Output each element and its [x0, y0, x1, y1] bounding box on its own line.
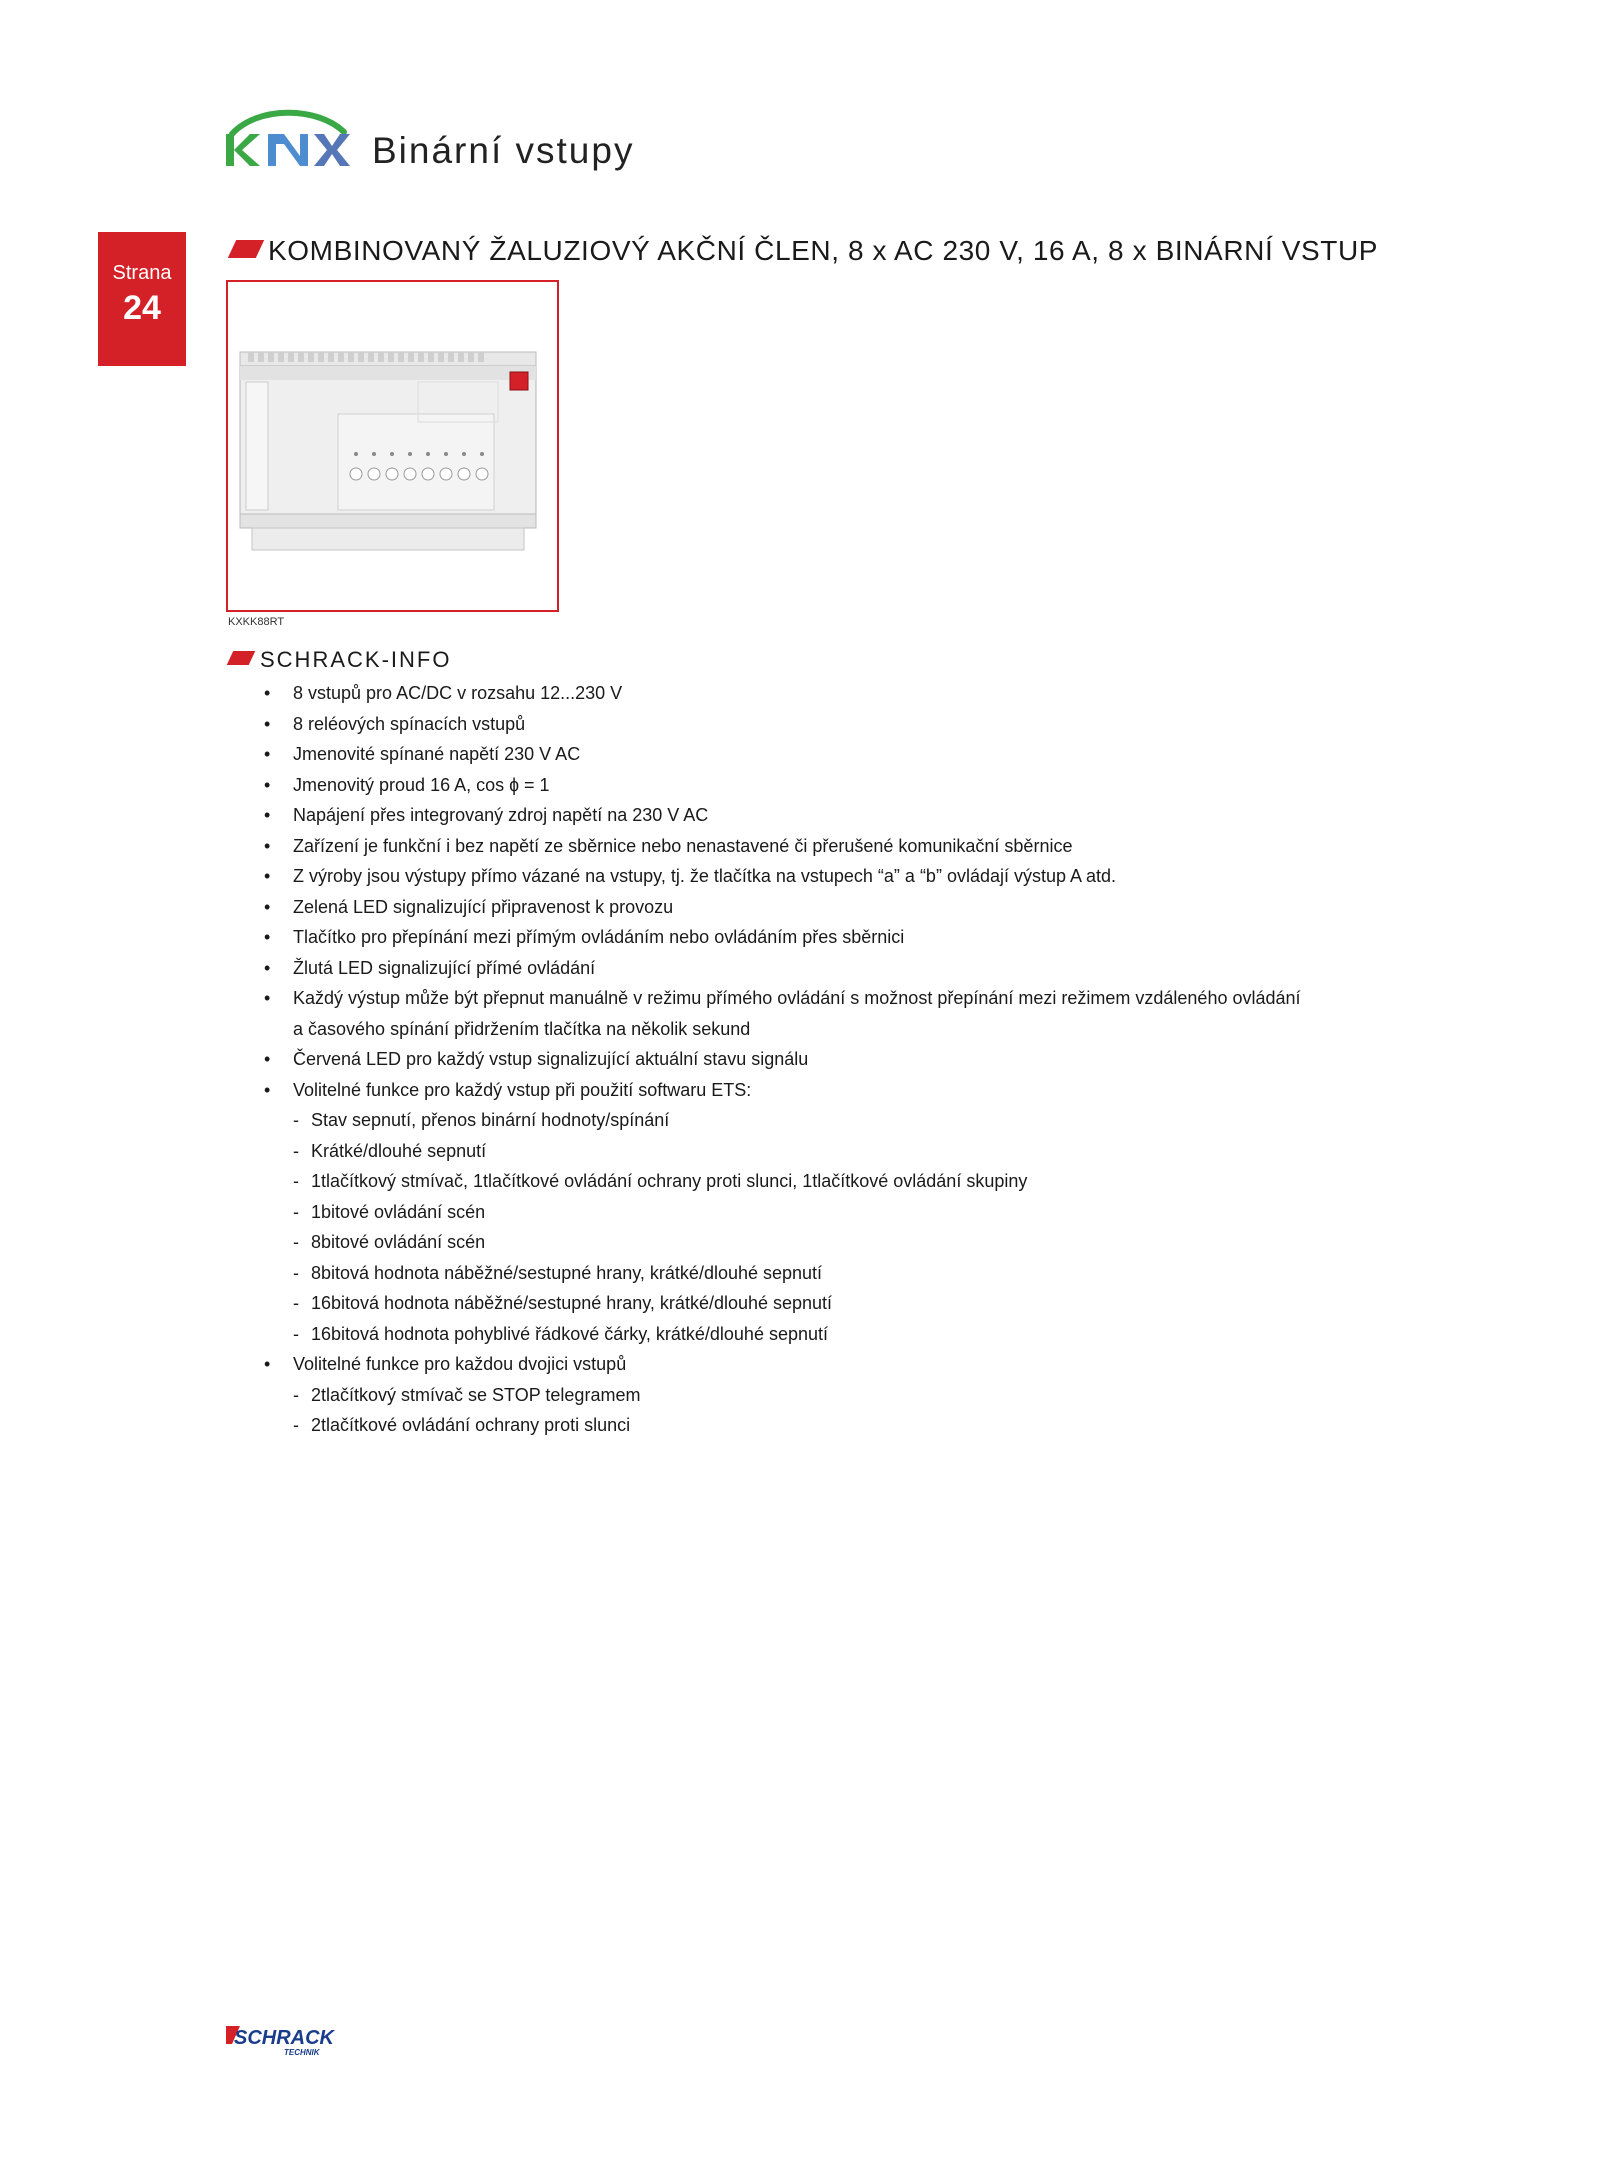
info-section-marker — [227, 651, 256, 665]
feature-item: • Jmenovitý proud 16 A, cos ɸ = 1 — [264, 770, 1364, 801]
feature-item: • Tlačítko pro přepínání mezi přímým ovládáním nebo ovládáním přes sběrnici — [264, 922, 1364, 953]
schrack-logo — [222, 2024, 352, 2060]
feature-sub-item: - 2tlačítkový stmívač se STOP telegramem — [264, 1380, 1364, 1411]
feature-item: • 8 reléových spínacích vstupů — [264, 709, 1364, 740]
feature-item: • Napájení přes integrovaný zdroj napětí na 230 V AC — [264, 800, 1364, 831]
info-heading: SCHRACK-INFO — [260, 647, 452, 672]
feature-item: • Zařízení je funkční i bez napětí ze sběrnice nebo nenastavené či přerušené komunikační sběrnice — [264, 831, 1364, 862]
feature-item: • 8 vstupů pro AC/DC v rozsahu 12...230 V — [264, 678, 1364, 709]
knx-logo-letters — [226, 134, 350, 166]
feature-item: • Z výroby jsou výstupy přímo vázané na vstupy, tj. že tlačítka na vstupech “a” a “b” ovládají výstup A atd. — [264, 861, 1364, 892]
product-image — [228, 282, 557, 610]
feature-sub-item: - 16bitová hodnota pohyblivé řádkové čárky, krátké/dlouhé sepnutí — [264, 1319, 1364, 1350]
feature-sub-item: - 1tlačítkový stmívač, 1tlačítkové ovládání ochrany proti slunci, 1tlačítkové ovládání skupiny — [264, 1166, 1364, 1197]
schrack-logo-subtext: TECHNIK — [284, 2048, 320, 2057]
feature-sub-item: - Krátké/dlouhé sepnutí — [264, 1136, 1364, 1167]
feature-item: • Červená LED pro každý vstup signalizující aktuální stavu signálu — [264, 1044, 1364, 1075]
page-number: 24 — [123, 289, 161, 327]
page-heading: Binární vstupy — [372, 130, 635, 171]
section-marker — [228, 240, 264, 258]
feature-sub-item: - 8bitová hodnota náběžné/sestupné hrany, krátké/dlouhé sepnutí — [264, 1258, 1364, 1289]
knx-logo-arc — [232, 113, 344, 134]
feature-item: • Volitelné funkce pro každou dvojici vstupů — [264, 1349, 1364, 1380]
product-title: KOMBINOVANÝ ŽALUZIOVÝ AKČNÍ ČLEN, 8 x AC 230 V, 16 A, 8 x BINÁRNÍ VSTUP — [268, 235, 1379, 266]
feature-sub-item: - 8bitové ovládání scén — [264, 1227, 1364, 1258]
page-number-tab — [98, 232, 186, 366]
page-label: Strana — [112, 262, 172, 284]
product-image-frame — [226, 280, 559, 612]
feature-item: • Žlutá LED signalizující přímé ovládání — [264, 953, 1364, 984]
feature-sub-item: - 1bitové ovládání scén — [264, 1197, 1364, 1228]
feature-item: • Jmenovité spínané napětí 230 V AC — [264, 739, 1364, 770]
product-code: KXKK88RT — [228, 616, 285, 628]
feature-sub-item: - 2tlačítkové ovládání ochrany proti slunci — [264, 1410, 1364, 1441]
knx-logo — [222, 108, 352, 174]
feature-item: a časového spínání přidržením tlačítka na několik sekund — [293, 1018, 751, 1039]
feature-item: • Zelená LED signalizující připravenost k provozu — [264, 892, 1364, 923]
feature-sub-item: - 16bitová hodnota náběžné/sestupné hrany, krátké/dlouhé sepnutí — [264, 1288, 1364, 1319]
schrack-logo-text: SCHRACK — [234, 2027, 334, 2049]
feature-item: • Volitelné funkce pro každý vstup při použití softwaru ETS: — [264, 1075, 1364, 1106]
feature-item: • Každý výstup může být přepnut manuálně v režimu přímého ovládání s možnost přepínání mezi režimem vzdáleného ovládání — [264, 983, 1364, 1014]
feature-sub-item: - Stav sepnutí, přenos binární hodnoty/spínání — [264, 1105, 1364, 1136]
feature-list — [264, 678, 1364, 1441]
